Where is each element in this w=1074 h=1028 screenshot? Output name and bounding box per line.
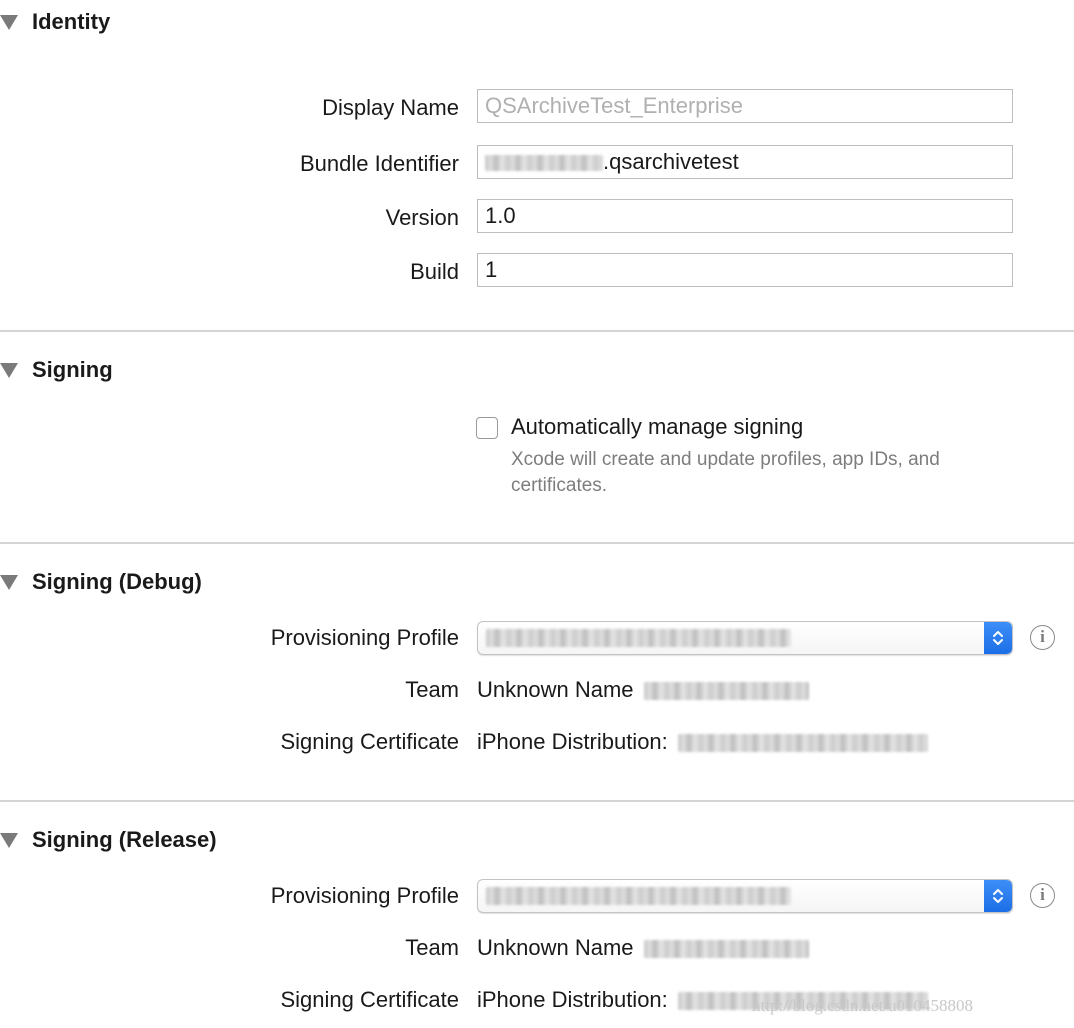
disclosure-triangle-icon[interactable] xyxy=(0,575,18,590)
redacted-profile-name xyxy=(486,887,791,905)
debug-signing-certificate-label: Signing Certificate xyxy=(280,729,459,754)
info-icon[interactable]: i xyxy=(1030,883,1055,908)
identity-section-header[interactable] xyxy=(0,7,110,37)
section-divider xyxy=(0,330,1074,332)
version-label: Version xyxy=(385,205,459,230)
debug-provisioning-profile-popup[interactable] xyxy=(477,621,1013,655)
release-signing-certificate-label: Signing Certificate xyxy=(280,987,459,1012)
section-title: Signing (Debug) xyxy=(32,569,202,594)
section-title: Signing (Release) xyxy=(32,827,217,852)
disclosure-triangle-icon[interactable] xyxy=(0,15,18,30)
auto-manage-signing-helper: Xcode will create and update profiles, app IDs, and certificates. xyxy=(511,449,940,496)
redacted-certificate-name xyxy=(678,734,928,752)
section-title: Identity xyxy=(32,9,111,34)
team-name: Unknown Name xyxy=(477,677,634,702)
redacted-team-id xyxy=(644,940,809,958)
popup-stepper-icon[interactable] xyxy=(984,880,1012,912)
bundle-identifier-suffix: .qsarchivetest xyxy=(603,149,739,174)
signing-debug-section-header[interactable] xyxy=(0,567,202,597)
watermark: http://blog.csdn.net/u010458808 xyxy=(752,996,973,1015)
info-icon[interactable]: i xyxy=(1030,625,1055,650)
disclosure-triangle-icon[interactable] xyxy=(0,833,18,848)
release-provisioning-profile-popup[interactable] xyxy=(477,879,1013,913)
section-divider xyxy=(0,542,1074,544)
debug-team-label: Team xyxy=(405,677,459,702)
release-team-value xyxy=(477,935,809,961)
release-team-label: Team xyxy=(405,935,459,960)
display-name-label: Display Name xyxy=(322,95,459,120)
build-field[interactable]: 1 xyxy=(477,253,1013,287)
disclosure-triangle-icon[interactable] xyxy=(0,363,18,378)
redacted-profile-name xyxy=(486,629,791,647)
debug-team-value xyxy=(477,677,809,703)
auto-manage-signing-label[interactable]: Automatically manage signing xyxy=(511,414,804,439)
release-provisioning-profile-label: Provisioning Profile xyxy=(270,883,459,908)
signing-release-section-header[interactable] xyxy=(0,825,217,855)
section-divider xyxy=(0,800,1074,802)
redacted-bundle-prefix xyxy=(485,155,603,171)
certificate-type: iPhone Distribution: xyxy=(477,987,668,1012)
certificate-type: iPhone Distribution: xyxy=(477,729,668,754)
display-name-field[interactable]: QSArchiveTest_Enterprise xyxy=(477,89,1013,123)
popup-stepper-icon[interactable] xyxy=(984,622,1012,654)
debug-provisioning-profile-label: Provisioning Profile xyxy=(270,625,459,650)
redacted-team-id xyxy=(644,682,809,700)
bundle-identifier-label: Bundle Identifier xyxy=(300,151,459,176)
build-label: Build xyxy=(410,259,459,284)
version-field[interactable]: 1.0 xyxy=(477,199,1013,233)
debug-signing-certificate-value xyxy=(477,729,928,755)
auto-manage-signing-checkbox[interactable] xyxy=(476,417,498,439)
team-name: Unknown Name xyxy=(477,935,634,960)
section-title: Signing xyxy=(32,357,113,382)
signing-section-header[interactable] xyxy=(0,355,113,385)
bundle-identifier-field[interactable] xyxy=(477,145,1013,179)
